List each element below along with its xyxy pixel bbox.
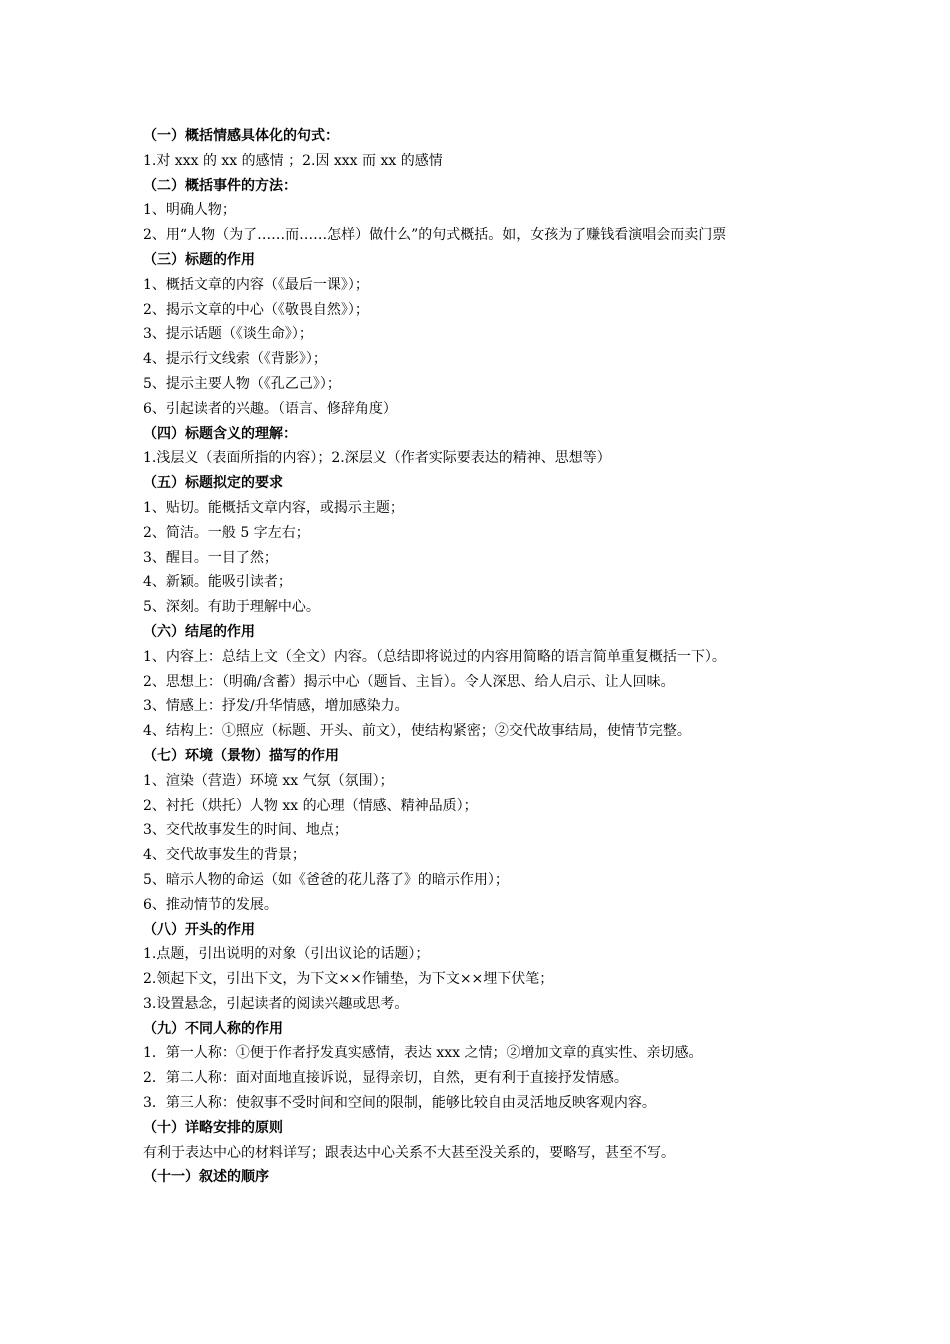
text-line: 6、引起读者的兴趣。（语言、修辞角度） [143, 400, 397, 417]
text-line: 2、揭示文章的中心（《敬畏自然》）； [143, 301, 369, 318]
text-line: 5、暗示人物的命运（如《爸爸的花儿落了》的暗示作用）； [143, 871, 509, 888]
section-heading: （三）标题的作用 [143, 251, 255, 268]
text-line: 3、醒目。一目了然； [143, 549, 278, 566]
text-line: 4、结构上：①照应（标题、开头、前文），使结构紧密；②交代故事结局，使情节完整。 [143, 723, 691, 740]
text-line: 2、简洁。一般 5 字左右； [143, 524, 310, 541]
text-line: 1.点题，引出说明的对象（引出议论的话题）； [143, 946, 430, 963]
text-line: 4、新颖。能吸引读者； [143, 574, 292, 591]
section-heading: （十）详略安排的原则 [143, 1119, 283, 1136]
text-line: 4、交代故事发生的背景； [143, 847, 306, 864]
text-line: 2、衬托（烘托）人物 xx 的心理（情感、精神品质）； [143, 797, 478, 814]
text-line: 1、贴切。能概括文章内容，或揭示主题； [143, 499, 404, 516]
section-heading: （十一）叙述的顺序 [143, 1169, 269, 1186]
text-line: 3、提示话题（《谈生命》）； [143, 326, 313, 343]
text-line: 2．第二人称：面对面地直接诉说，显得亲切，自然，更有利于直接抒发情感。 [143, 1070, 628, 1087]
text-line: 5、提示主要人物（《孔乙己》）； [143, 375, 341, 392]
section-heading: （一）概括情感具体化的句式： [143, 128, 339, 144]
text-line: 3、交代故事发生的时间、地点； [143, 822, 348, 839]
text-line: 1.浅层义（表面所指的内容）；2.深层义（作者实际要表达的精神、思想等） [143, 450, 611, 467]
section-heading: （六）结尾的作用 [143, 623, 255, 640]
text-line: 3.设置悬念，引起读者的阅读兴趣或思考。 [143, 995, 409, 1012]
text-line: 3、情感上：抒发/升华情感，增加感染力。 [143, 698, 409, 715]
text-line: 6、推动情节的发展。 [143, 896, 278, 913]
section-heading: （四）标题含义的理解： [143, 425, 297, 442]
text-line: 1．第一人称：①便于作者抒发真实感情，表达 xxx 之情；②增加文章的真实性、亲切感。 [143, 1045, 703, 1062]
text-line: 1.对 xxx 的 xx 的感情 ；2.因 xxx 而 xx 的感情 [143, 152, 443, 169]
text-line: 2.领起下文，引出下文，为下文××作铺垫，为下文××埋下伏笔； [143, 971, 554, 988]
section-heading: （九）不同人称的作用 [143, 1020, 283, 1037]
section-heading: （五）标题拟定的要求 [143, 475, 283, 492]
section-heading: （八）开头的作用 [143, 921, 255, 938]
text-line: 5、深刻。有助于理解中心。 [143, 599, 320, 616]
text-line: 1、内容上：总结上文（全文）内容。（总结即将说过的内容用简略的语言简单重复概括一下）。 [143, 648, 726, 665]
section-heading: （七）环境（景物）描写的作用 [143, 747, 339, 764]
text-line: 1、明确人物； [143, 202, 236, 219]
document-body [143, 124, 823, 1190]
text-line: 2、思想上：（明确/含蓄）揭示中心（题旨、主旨）。令人深思、给人启示、让人回味。 [143, 673, 675, 690]
text-line: 4、提示行文线索（《背影》）； [143, 351, 327, 368]
text-line: 1、渲染（营造）环境 xx 气氛（氛围）； [143, 772, 394, 789]
section-heading: （二）概括事件的方法： [143, 177, 297, 194]
text-line: 1、概括文章的内容（《最后一课》）； [143, 276, 369, 293]
text-line: 有利于表达中心的材料详写；跟表达中心关系不大甚至没关系的，要略写，甚至不写。 [143, 1144, 675, 1161]
text-line: 3．第三人称：使叙事不受时间和空间的限制，能够比较自由灵活地反映客观内容。 [143, 1095, 656, 1112]
text-line: 2、用“人物（为了……而……怎样）做什么”的句式概括。如，女孩为了赚钱看演唱会而卖门票 [143, 227, 727, 244]
